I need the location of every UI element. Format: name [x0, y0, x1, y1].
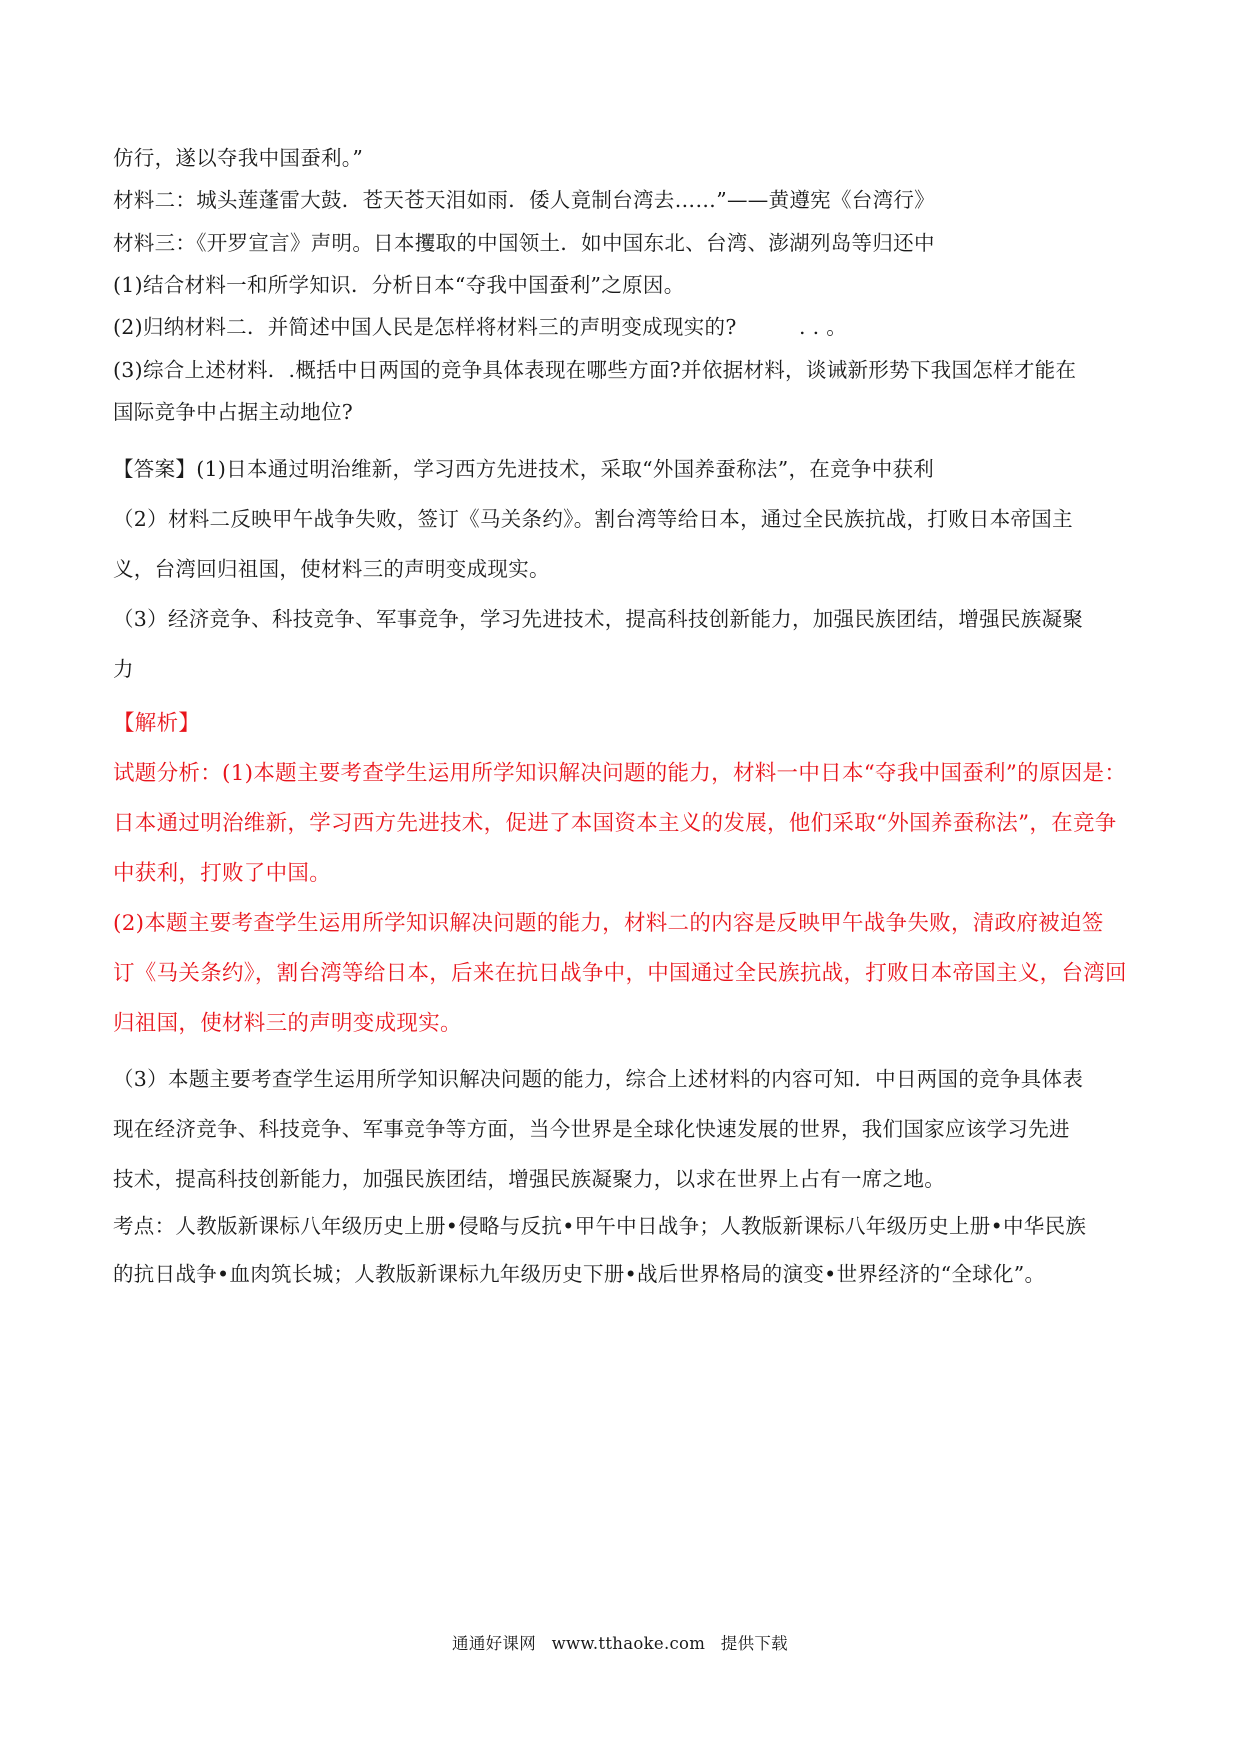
analysis-line-1: （3）本题主要考查学生运用所学知识解决问题的能力，综合上述材料的内容可知．中日两国的竞争具体表 [113, 1067, 1084, 1091]
question-line-5: (2)归纳材料二．并简述中国人民是怎样将材料三的声明变成现实的? . . 。 [113, 315, 848, 339]
footer-url[interactable]: www.tthaoke.com [551, 1634, 706, 1653]
analysis-red-line-3: 中获利，打败了中国。 [113, 861, 332, 886]
question-line-4: (1)结合材料一和所学知识．分析日本“夺我中国蚕利”之原因。 [113, 273, 685, 297]
question-line-6: (3)综合上述材料．.概括中日两国的竞争具体表现在哪些方面?并依据材料，谈诫新形势下我国怎样才能在 [113, 358, 1077, 382]
footer-suffix: 提供下载 [720, 1634, 788, 1653]
analysis-red-line-5: 订《马关条约》，割台湾等给日本，后来在抗日战争中，中国通过全民族抗战，打败日本帝国主义，台湾回 [113, 961, 1127, 986]
kaodian-line-1: 考点：人教版新课标八年级历史上册•侵略与反抗•甲午中日战争；人教版新课标八年级历史上册•中华民族 [113, 1214, 1087, 1238]
answer-line-2: （2）材料二反映甲午战争失败，签订《马关条约》。割台湾等给日本，通过全民族抗战，打败日本帝国主 [113, 507, 1073, 531]
analysis-red-line-6: 归祖国，使材料三的声明变成现实。 [113, 1011, 462, 1036]
analysis-red-line-2: 日本通过明治维新，学习西方先进技术，促进了本国资本主义的发展，他们采取“外国养蚕称法”，在竞争 [113, 811, 1117, 836]
question-line-7: 国际竞争中占据主动地位? [113, 400, 354, 424]
answer-line-1: 【答案】(1)日本通过明治维新，学习西方先进技术，采取“外国养蚕称法”，在竞争中获利 [113, 457, 935, 481]
analysis-red-line-4: (2)本题主要考查学生运用所学知识解决问题的能力，材料二的内容是反映甲午战争失败，清政府被迫签 [113, 911, 1104, 936]
analysis-heading: 【解析】 [113, 711, 201, 736]
question-line-3: 材料三：《开罗宣言》声明。日本攫取的中国领土．如中国东北、台湾、澎湖列岛等归还中 [113, 231, 935, 255]
question-line-2: 材料二：城头莲蓬雷大鼓．苍天苍天泪如雨．倭人竟制台湾去……”——黄遵宪《台湾行》 [113, 188, 935, 212]
question-line-1: 仿行，遂以夺我中国蚕利。” [113, 146, 364, 170]
kaodian-line-2: 的抗日战争•血肉筑长城；人教版新课标九年级历史下册•战后世界格局的演变•世界经济的“全球化”。 [113, 1262, 1046, 1286]
answer-line-3: 义，台湾回归祖国，使材料三的声明变成现实。 [113, 557, 550, 581]
page-footer [0, 1630, 1240, 1654]
footer-site-name: 通通好课网 [452, 1634, 537, 1653]
answer-line-4: （3）经济竞争、科技竞争、军事竞争，学习先进技术，提高科技创新能力，加强民族团结，增强民族凝聚 [113, 607, 1084, 631]
answer-line-5: 力 [113, 657, 134, 681]
analysis-red-line-1: 试题分析：(1)本题主要考查学生运用所学知识解决问题的能力，材料一中日本“夺我中国蚕利”的原因是： [113, 761, 1127, 786]
analysis-line-3: 技术，提高科技创新能力，加强民族团结，增强民族凝聚力，以求在世界上占有一席之地。 [113, 1167, 945, 1191]
analysis-line-2: 现在经济竞争、科技竞争、军事竞争等方面，当今世界是全球化快速发展的世界，我们国家应该学习先进 [113, 1117, 1070, 1141]
